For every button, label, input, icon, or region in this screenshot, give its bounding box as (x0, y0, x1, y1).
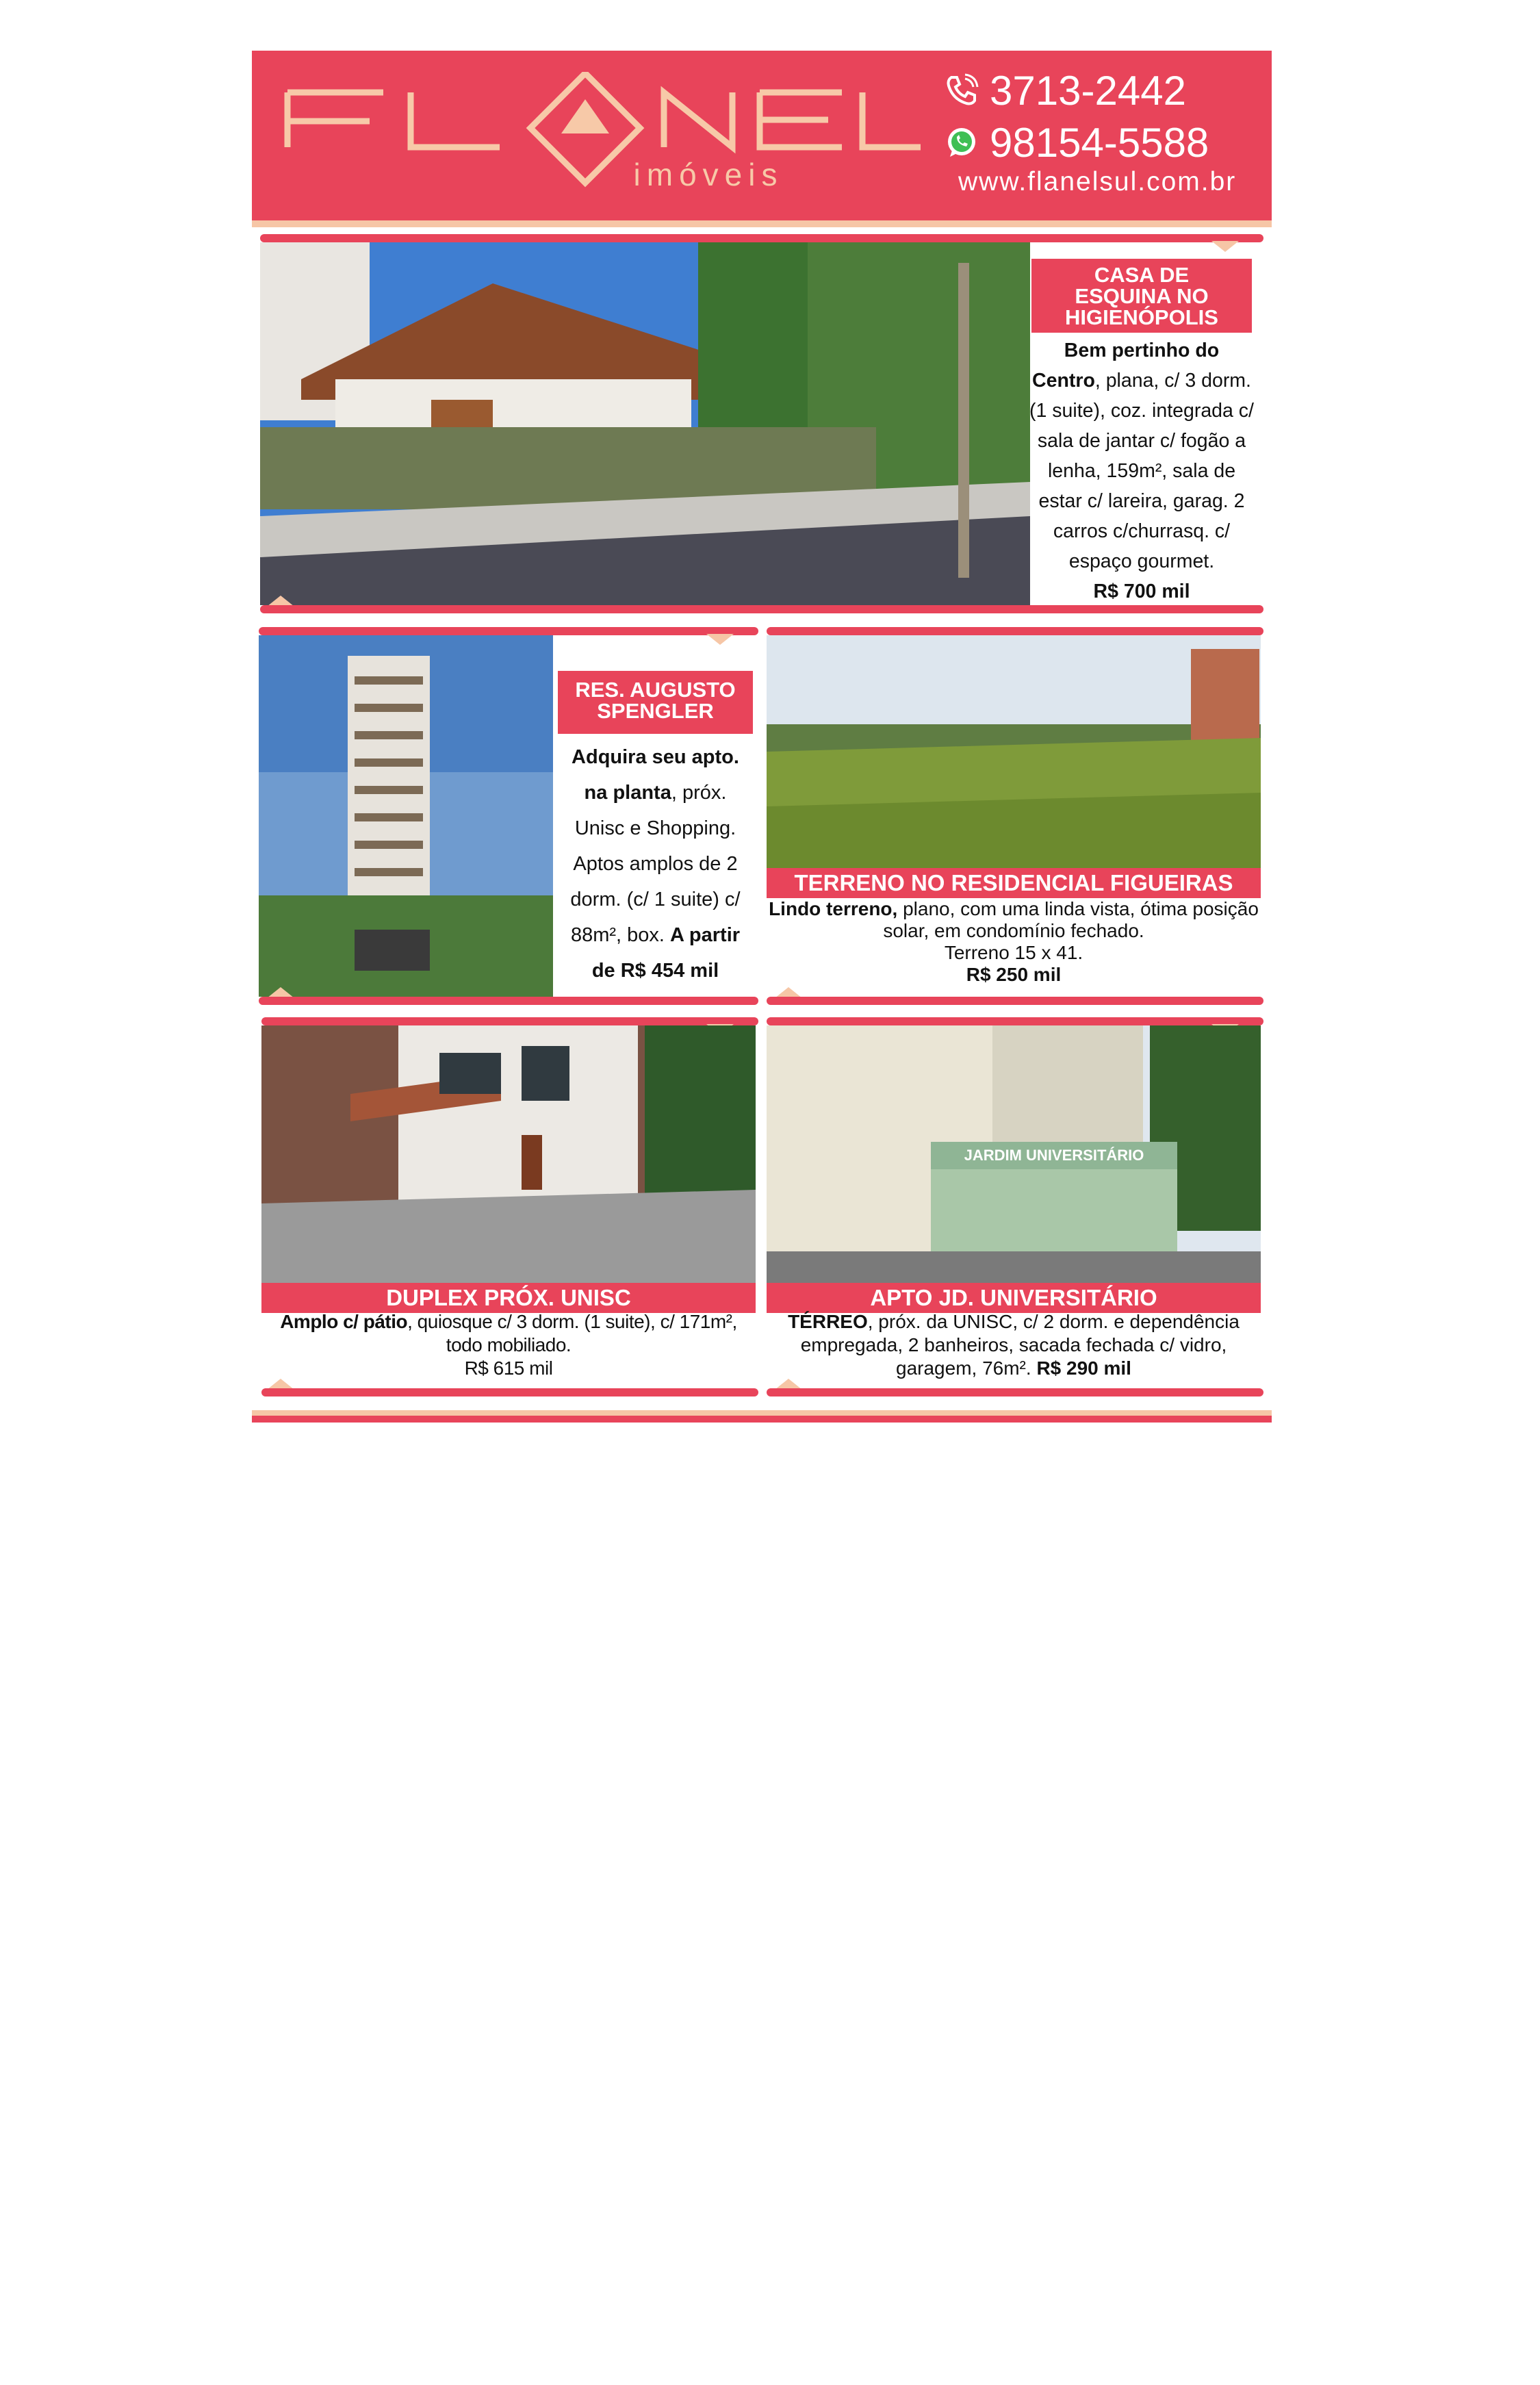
card-1-top-bar (260, 234, 1263, 242)
card-5-bottom-bar (767, 1388, 1263, 1396)
brand-subtitle: imóveis (633, 157, 784, 192)
brand-logo (281, 72, 924, 202)
card-2-desc-text: , próx. Unisc e Shopping. Aptos amplos de 2 dorm. (c/ 1 suite) c/ 88m², box. (570, 782, 741, 946)
card-2-title-line: SPENGLER (597, 699, 714, 723)
card-3-description (767, 898, 1261, 986)
card-2-notch (706, 634, 734, 645)
card-4-desc-text: , quiosque c/ 3 dorm. (1 suite), c/ 171m², todo mobiliado. (407, 1311, 737, 1355)
card-1-bottom-bar (260, 605, 1263, 613)
phone-icon (945, 73, 979, 107)
phone-contact[interactable] (945, 66, 1186, 115)
card-3-bottom-bar (767, 997, 1263, 1005)
card-2-title (558, 671, 753, 734)
card-3-title: TERRENO NO RESIDENCIAL FIGUEIRAS (767, 868, 1261, 898)
card-2-price: A partir de R$ 454 mil (591, 924, 741, 982)
card-1-desc-bold-2: Centro (1032, 370, 1095, 392)
brand-logo-graphic (281, 72, 924, 202)
card-1-title-line: CASA DE (1094, 263, 1190, 287)
card-2-description (558, 739, 753, 989)
card-1-title (1031, 259, 1252, 333)
card-2-desc-bold-2: na planta (584, 782, 671, 804)
card-5-title: APTO JD. UNIVERSITÁRIO (767, 1283, 1261, 1313)
card-1-photo-corner-house (260, 242, 1030, 605)
card-1-description (1027, 335, 1257, 607)
whatsapp-icon (945, 125, 979, 160)
card-5-desc-text: , próx. da UNISC, c/ 2 dorm. e dependência empregada, 2 banheiros, sacada fechada c/ vidro, garagem, 76m². (800, 1311, 1240, 1379)
card-2-bottom-bar (259, 997, 758, 1005)
card-4-desc-bold: Amplo c/ pátio (280, 1311, 408, 1332)
card-3-desc-line-2: Terreno 15 x 41. (944, 942, 1083, 963)
card-3-price: R$ 250 mil (966, 964, 1062, 985)
card-1-notch (1211, 241, 1239, 252)
card-4-price: R$ 615 mil (464, 1357, 553, 1379)
card-1-desc-bold: Bem pertinho do (1064, 340, 1220, 361)
card-2-photo-building (259, 635, 553, 997)
card-5-photo-apartment (767, 1025, 1261, 1283)
footer-bar (252, 1416, 1272, 1423)
card-2-title-line: RES. AUGUSTO (575, 678, 736, 702)
card-3-desc-bold: Lindo terreno, (769, 898, 898, 919)
footer-accent-strip (252, 1410, 1272, 1416)
card-1-title-line: ESQUINA NO (1075, 284, 1209, 308)
card-4-photo-duplex (261, 1025, 756, 1283)
card-5-price: R$ 290 mil (1036, 1357, 1131, 1379)
card-3-top-bar (767, 627, 1263, 635)
card-5-desc-bold: TÉRREO (788, 1311, 868, 1332)
website-link[interactable]: www.flanelsul.com.br (958, 167, 1237, 196)
card-4-description (261, 1310, 756, 1380)
card-5-sign-text: JARDIM UNIVERSITÁRIO (964, 1147, 1144, 1164)
card-4-bottom-bar (261, 1388, 758, 1396)
card-5-description (767, 1310, 1261, 1380)
card-4-title: DUPLEX PRÓX. UNISC (261, 1283, 756, 1313)
card-2-top-bar (259, 627, 758, 635)
card-1-price: R$ 700 mil (1093, 581, 1190, 602)
phone-number: 3713-2442 (990, 67, 1186, 114)
card-3-photo-land (767, 635, 1261, 868)
whatsapp-contact[interactable] (945, 118, 1209, 167)
whatsapp-number: 98154-5588 (990, 119, 1209, 166)
card-4-top-bar (261, 1017, 758, 1025)
card-1-desc-text: , plana, c/ 3 dorm. (1 suite), coz. integrada c/ sala de jantar c/ fogão a lenha, 159m², sala de estar c/ lareira, garag. 2 carros c/churrasq. c/ espaço gourmet. (1029, 370, 1254, 572)
card-5-top-bar (767, 1017, 1263, 1025)
card-1-title-line: HIGIENÓPOLIS (1065, 305, 1218, 329)
card-2-desc-bold: Adquira seu apto. (572, 746, 739, 768)
header-accent-strip (252, 220, 1272, 227)
card-3-desc-text: plano, com uma linda vista, ótima posição solar, em condomínio fechado. (883, 898, 1259, 941)
